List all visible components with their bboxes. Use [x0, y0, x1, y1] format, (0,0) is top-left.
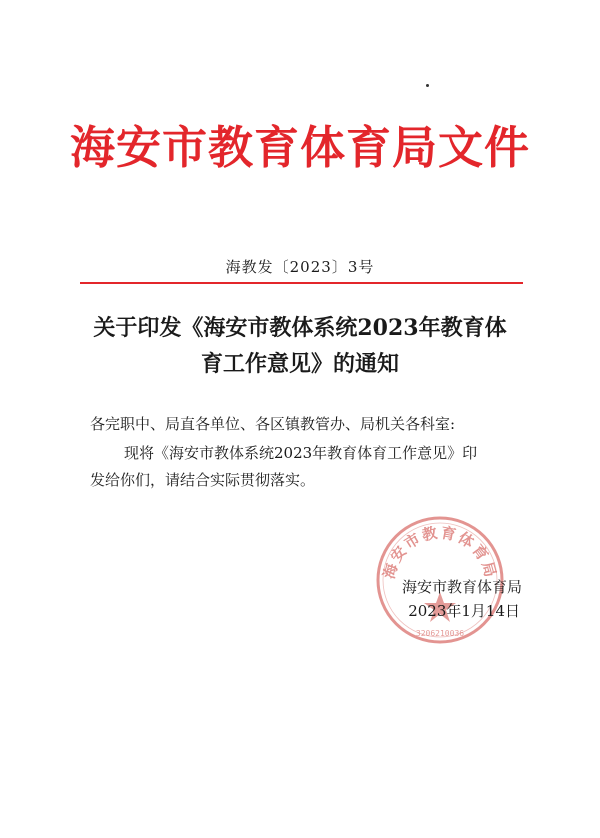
document-header-title: 海安市教育体育局文件 — [69, 121, 530, 174]
seal-text: 海安市教育体育局 — [379, 523, 501, 581]
notice-title-line-1: 关于印发《海安市教体系统2023年教育体 — [93, 315, 507, 341]
red-divider-line — [80, 282, 523, 284]
body-paragraph-line-1: 现将《海安市教体系统2023年教育体育工作意见》印 — [124, 444, 478, 462]
seal-number: 3206210036 — [415, 629, 465, 638]
document-number: 海教发〔2023〕3号 — [225, 258, 375, 276]
signing-organization: 海安市教育体育局 — [401, 578, 522, 596]
notice-title-line-2: 育工作意见》的通知 — [200, 351, 399, 377]
notice-title — [60, 310, 540, 382]
signing-date: 2023年1月14日 — [408, 602, 520, 620]
body-paragraph-line-2: 发给你们，请结合实际贯彻落实。 — [90, 471, 316, 489]
salutation: 各完职中、局直各单位、各区镇教管办、局机关各科室: — [90, 415, 456, 433]
scan-speck — [426, 84, 429, 87]
svg-text:海安市教育体育局 — [380, 523, 500, 580]
